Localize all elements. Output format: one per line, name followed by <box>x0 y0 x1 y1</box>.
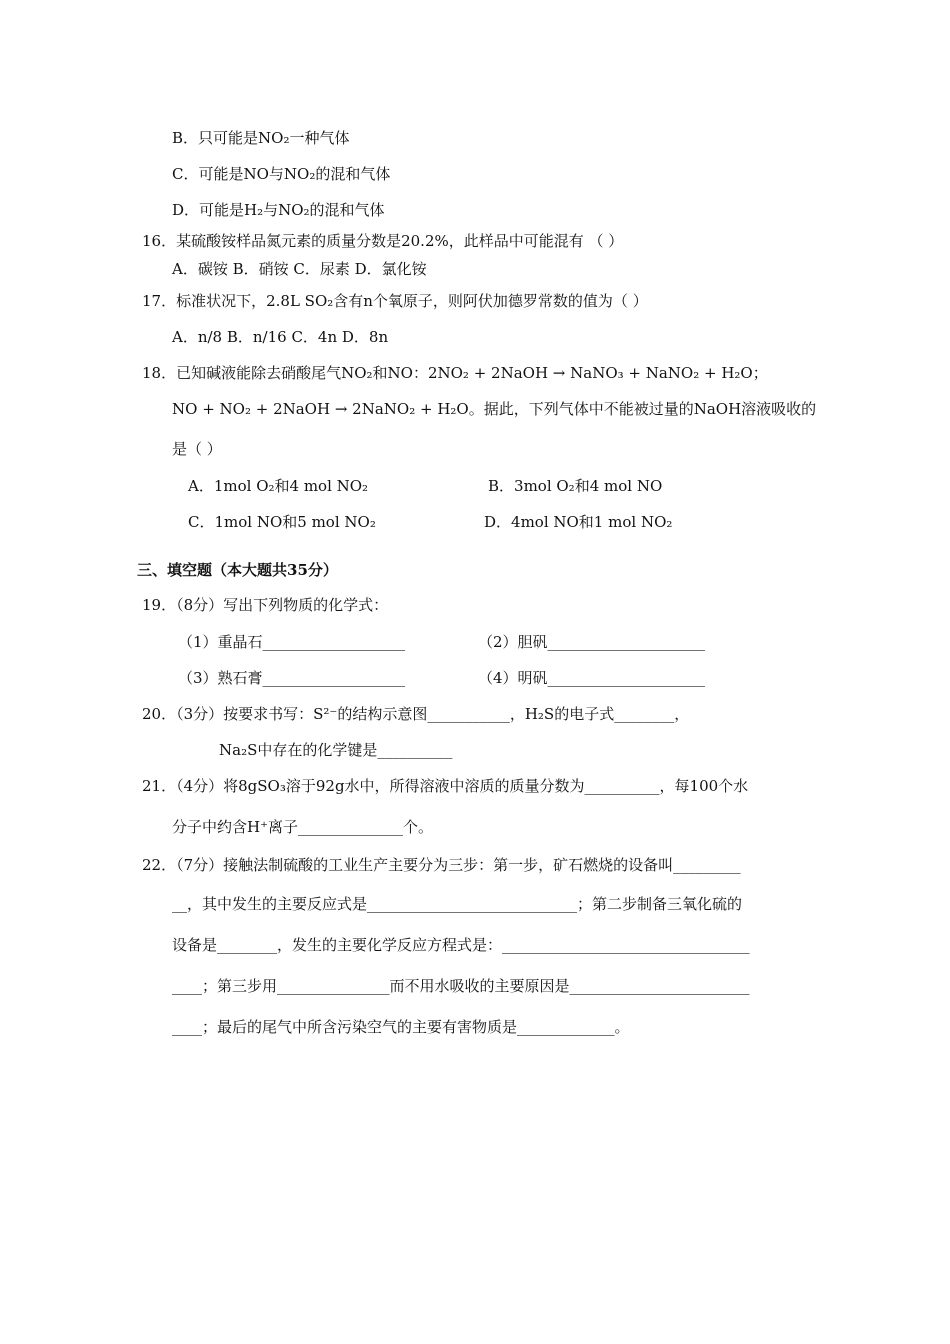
question-22-line2: __，其中发生的主要反应式是____________________________；第二步制备三氧化硫的 <box>172 895 743 913</box>
question-22-line5: ____；最后的尾气中所含污染空气的主要有害物质是_____________。 <box>172 1018 630 1036</box>
question-20-line2: Na₂S中存在的化学键是__________ <box>219 741 453 759</box>
question-17-options: A．n/8 B．n/16 C．4n D．8n <box>172 328 389 346</box>
question-18-option-d: D．4mol NO和1 mol NO₂ <box>484 513 673 531</box>
question-18-option-a: A．1mol O₂和4 mol NO₂ <box>188 477 369 495</box>
section-3-heading: 三、填空题（本大题共35分） <box>137 561 338 579</box>
question-18-option-c: C．1mol NO和5 mol NO₂ <box>188 513 376 531</box>
question-18-line1: 18．已知碱液能除去硝酸尾气NO₂和NO：2NO₂ + 2NaOH → NaNO₃ + NaNO₂ + H₂O； <box>142 364 768 382</box>
question-22-line4: ____；第三步用_______________而不用水吸收的主要原因是________________________ <box>172 977 750 995</box>
question-20-line1: 20．（3分）按要求书写：S²⁻的结构示意图___________，H₂S的电子式________， <box>142 705 690 723</box>
question-19-item-2: （2）胆矾_____________________ <box>478 633 706 651</box>
question-19-item-3: （3）熟石膏___________________ <box>178 669 406 687</box>
question-19: 19．（8分）写出下列物质的化学式： <box>142 596 389 614</box>
question-16-options: A．碳铵 B．硝铵 C．尿素 D．氯化铵 <box>172 260 427 278</box>
question-22-line1: 22．（7分）接触法制硫酸的工业生产主要分为三步：第一步，矿石燃烧的设备叫_________ <box>142 856 741 874</box>
question-19-item-1: （1）重晶石___________________ <box>178 633 406 651</box>
q15-option-d: D．可能是H₂与NO₂的混和气体 <box>172 201 385 219</box>
question-19-item-4: （4）明矾_____________________ <box>478 669 706 687</box>
question-22-line3: 设备是________，发生的主要化学反应方程式是：_________________________________ <box>172 936 750 954</box>
q15-option-b: B．只可能是NO₂一种气体 <box>172 129 350 147</box>
question-18-line3: 是（ ） <box>172 440 222 458</box>
question-18-option-b: B．3mol O₂和4 mol NO <box>488 477 663 495</box>
question-17: 17．标准状况下，2.8L SO₂含有n个氧原子，则阿伏加德罗常数的值为（ ） <box>142 292 648 310</box>
question-18-line2: NO + NO₂ + 2NaOH → 2NaNO₂ + H₂O。据此，下列气体中不能被过量的NaOH溶液吸收的 <box>172 400 817 418</box>
question-21-line1: 21．（4分）将8gSO₃溶于92g水中，所得溶液中溶质的质量分数为__________，每100个水 <box>142 777 749 795</box>
question-16: 16．某硫酸铵样品氮元素的质量分数是20.2%，此样品中可能混有 （ ） <box>142 232 624 250</box>
question-21-line2: 分子中约含H⁺离子______________个。 <box>172 818 433 836</box>
q15-option-c: C．可能是NO与NO₂的混和气体 <box>172 165 391 183</box>
